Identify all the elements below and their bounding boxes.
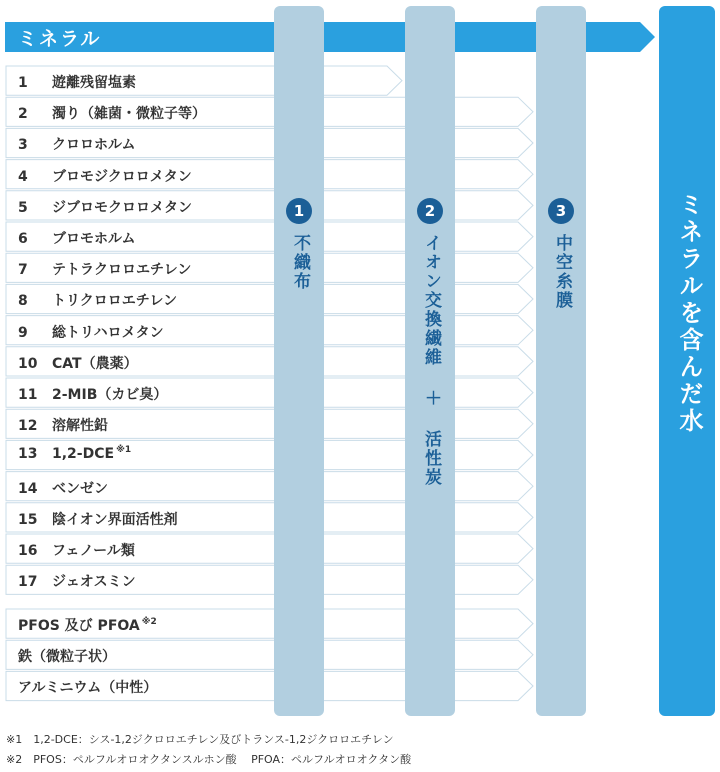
substance-name: 遊離残留塩素 bbox=[52, 75, 136, 91]
substance-number: 5 bbox=[18, 199, 28, 216]
substance-name: CAT（農薬） bbox=[52, 355, 138, 372]
substance-name: PFOS 及び PFOA bbox=[18, 618, 140, 634]
substance-row bbox=[18, 134, 135, 154]
substance-name: ジブロモクロロメタン bbox=[52, 199, 192, 216]
substance-name: 1,2-DCE bbox=[52, 446, 115, 463]
substance-row bbox=[18, 446, 131, 462]
substance-number: 14 bbox=[18, 480, 38, 497]
substance-name: ブロモホルム bbox=[52, 231, 136, 247]
substance-number: 1 bbox=[18, 75, 28, 91]
substance-row bbox=[18, 322, 164, 342]
substance-number: 9 bbox=[18, 324, 28, 341]
substance-name: 陰イオン界面活性剤 bbox=[52, 511, 178, 528]
footnote-2: ※2 PFOS：ペルフルオロオクタンスルホン酸 PFOA：ペルフルオロオクタン酸 bbox=[6, 753, 412, 766]
stage-3-label: 中空糸膜 bbox=[552, 234, 572, 310]
substance-name: 2-MIB（カビ臭） bbox=[52, 387, 168, 403]
substance-name: テトラクロロエチレン bbox=[52, 262, 192, 279]
substance-number: 2 bbox=[18, 106, 28, 123]
substance-number: 13 bbox=[18, 446, 38, 463]
footnote-marker: ※1 bbox=[116, 445, 132, 456]
substance-row bbox=[18, 290, 177, 310]
substance-row bbox=[18, 646, 116, 666]
substance-row bbox=[18, 353, 138, 373]
substance-name: 溶解性鉛 bbox=[52, 418, 108, 435]
substance-name: ベンゼン bbox=[52, 480, 108, 497]
substance-number: 10 bbox=[18, 355, 38, 372]
stage-3-column bbox=[536, 6, 586, 716]
stage-2-label: イオン交換繊維 ＋ 活性炭 bbox=[421, 234, 441, 487]
substance-row bbox=[18, 259, 191, 279]
substance-row bbox=[18, 228, 135, 248]
substance-row bbox=[18, 197, 192, 217]
substance-number: 12 bbox=[18, 418, 38, 435]
substance-row bbox=[18, 384, 167, 404]
stage-1-number-badge: 1 bbox=[286, 198, 312, 224]
mineral-header-label: ミネラル bbox=[18, 28, 102, 50]
footnote-marker: ※2 bbox=[141, 617, 157, 627]
substance-number: 17 bbox=[18, 574, 38, 591]
substance-name: ジェオスミン bbox=[52, 574, 136, 591]
stage-1-label: 不織布 bbox=[290, 234, 310, 291]
substance-row bbox=[18, 72, 136, 92]
substance-row bbox=[18, 571, 136, 591]
substance-name: フェノール類 bbox=[52, 543, 135, 559]
substance-row bbox=[18, 103, 206, 123]
substance-number: 7 bbox=[18, 262, 28, 279]
substance-name: クロロホルム bbox=[52, 137, 136, 154]
substance-number: 6 bbox=[18, 231, 28, 247]
substance-row bbox=[18, 415, 108, 435]
mineral-water-result-label: ミネラルを含んだ水 bbox=[675, 192, 703, 435]
substance-name: トリクロロエチレン bbox=[52, 293, 178, 310]
substance-name: 鉄（微粒子状） bbox=[18, 649, 116, 666]
substance-name: 濁り（雑菌・微粒子等） bbox=[52, 106, 206, 123]
substance-row bbox=[18, 677, 157, 697]
substance-number: 8 bbox=[18, 293, 28, 310]
substance-number: 11 bbox=[18, 387, 38, 403]
substance-name: アルミニウム（中性） bbox=[18, 680, 158, 697]
stage-1-column bbox=[274, 6, 324, 716]
substance-number: 15 bbox=[18, 511, 38, 528]
stage-2-number-badge: 2 bbox=[417, 198, 443, 224]
substance-row bbox=[18, 478, 108, 498]
footnote-1: ※1 1,2-DCE：シス-1,2ジクロロエチレン及びトランス-1,2ジクロロエチレン bbox=[6, 733, 394, 746]
substance-number: 3 bbox=[18, 137, 28, 154]
substance-number: 16 bbox=[18, 543, 38, 559]
substance-row bbox=[18, 509, 178, 529]
stage-3-number-badge: 3 bbox=[548, 198, 574, 224]
substance-row bbox=[18, 166, 192, 186]
substance-number: 4 bbox=[18, 168, 28, 185]
substance-row bbox=[18, 540, 135, 560]
substance-row bbox=[18, 615, 157, 635]
substance-name: ブロモジクロロメタン bbox=[52, 168, 192, 185]
substance-name: 総トリハロメタン bbox=[52, 324, 164, 341]
